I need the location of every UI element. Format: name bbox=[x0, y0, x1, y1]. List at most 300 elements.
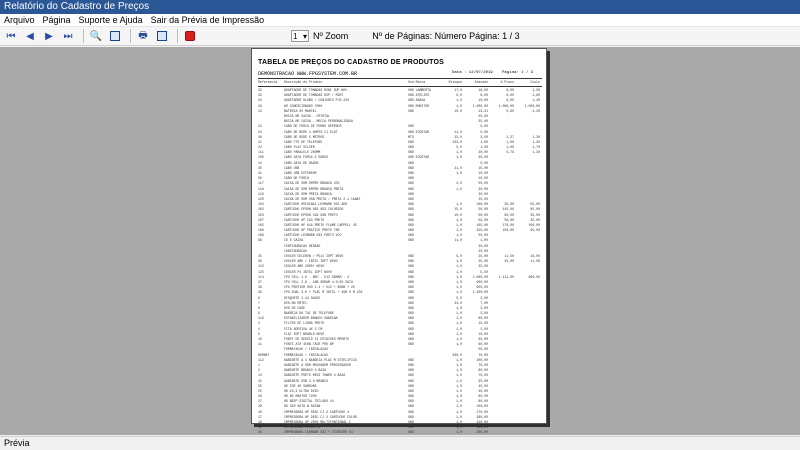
cell-estoque: 1,0 bbox=[456, 394, 462, 399]
cell-marca: UND bbox=[408, 171, 414, 175]
cell-desc: DVD-RW EMTEC bbox=[284, 300, 307, 305]
cell-marca: UND bbox=[408, 264, 414, 269]
cell-atacado: 5,50 bbox=[480, 269, 488, 274]
cell-code: 15 bbox=[258, 378, 262, 383]
window-title: Relatório do Cadastro de Preços bbox=[0, 0, 800, 14]
cell-marca: UND bbox=[408, 202, 414, 207]
cell-code: 102 bbox=[258, 207, 264, 212]
cell-desc: CABO SATA FORCA E DADOS bbox=[284, 155, 328, 160]
cell-aprazo: 6,00 bbox=[506, 93, 514, 98]
cell-atacado: 30,00 bbox=[478, 155, 488, 160]
cell-estoque: 1,0 bbox=[456, 290, 462, 295]
cell-atacado: 10,00 bbox=[478, 331, 488, 336]
export-icon[interactable] bbox=[154, 29, 170, 44]
cell-marca: UND bbox=[408, 196, 414, 201]
cell-code: 12 bbox=[258, 160, 262, 165]
cell-desc: COOLER CELERON / P511 IDPT NOVO bbox=[284, 254, 344, 258]
cell-atacado: 13,31 bbox=[478, 108, 488, 113]
cell-desc: CARTUCHO LEXMARK 033 PRETO VCO bbox=[284, 233, 342, 238]
menu-arquivo[interactable]: Arquivo bbox=[4, 15, 35, 25]
cell-code: 27 bbox=[258, 399, 262, 404]
cell-atacado: 20,00 bbox=[478, 186, 488, 191]
cell-desc: CPU CELL 1.6 - NEO - 512 SDRAM - 4 bbox=[284, 274, 350, 279]
cell-marca: UND bbox=[408, 222, 414, 227]
cell-desc: ADAPTADOR DE TOMADAS MINI DUP.NOV bbox=[284, 88, 348, 92]
cell-atacado: 1,30 bbox=[480, 145, 488, 150]
zoom-magnifier-icon[interactable]: 🔍 bbox=[89, 30, 103, 42]
cell-code: 6 bbox=[258, 295, 260, 300]
cell-marca: UND bbox=[408, 285, 414, 290]
cell-code: 103 bbox=[258, 212, 264, 217]
cell-marca: UND bbox=[408, 337, 414, 341]
cell-atacado: 25,00 bbox=[478, 196, 488, 201]
cell-marca: UND ARAVA bbox=[408, 98, 426, 103]
cell-atacado: 106,00 bbox=[476, 202, 488, 207]
cell-estoque: 103,0 bbox=[452, 139, 462, 144]
cell-estoque: 23,0 bbox=[454, 300, 462, 305]
cell-desc: BANDEJA DA TAC DE TELEFONE bbox=[284, 311, 334, 316]
cell-estoque: 300,0 bbox=[452, 352, 462, 357]
cell-aprazo: 145,00 bbox=[502, 207, 514, 212]
report-title: TABELA DE PREÇOS DO CADASTRO DE PRODUTOS bbox=[258, 59, 444, 66]
previous-page-icon[interactable]: ◀ bbox=[26, 30, 34, 42]
cell-estoque: 1,0 bbox=[456, 378, 462, 383]
cell-atacado: 50,00 bbox=[478, 207, 488, 212]
first-page-icon[interactable]: ⏮ bbox=[6, 30, 16, 42]
cell-atacado: 55,00 bbox=[478, 233, 488, 238]
cell-marca: UND bbox=[408, 124, 414, 129]
cell-atacado: 200,00 bbox=[476, 357, 488, 362]
cell-code: 14 bbox=[258, 373, 262, 378]
cell-atacado: 950,00 bbox=[476, 285, 488, 290]
cell-code: 125 bbox=[258, 269, 264, 274]
cell-custo: 100,00 bbox=[528, 222, 540, 227]
cell-desc: BOCCA NR CAIXA - CRYSTAL bbox=[284, 113, 330, 118]
cell-atacado: 50,00 bbox=[478, 212, 488, 217]
cell-desc: DVD DE CASE bbox=[284, 305, 306, 310]
cell-estoque: 5,0 bbox=[456, 93, 462, 98]
col-atacado-header: Atacado bbox=[474, 80, 488, 84]
cell-marca: UND bbox=[408, 233, 414, 238]
cell-estoque: 5,0 bbox=[456, 145, 462, 150]
cell-desc: HD 80 MAXTOR 7200 bbox=[284, 394, 317, 399]
cell-aprazo: 6,00 bbox=[506, 98, 514, 103]
cell-atacado: 10,00 bbox=[478, 98, 488, 103]
cell-estoque: 1,0 bbox=[456, 430, 462, 435]
cell-code: 35 bbox=[258, 254, 262, 258]
cell-aprazo: 1,37 bbox=[506, 134, 514, 139]
cell-atacado: 380,00 bbox=[476, 414, 488, 419]
cell-atacado: 3,00 bbox=[480, 295, 488, 300]
cell-custo: 95,00 bbox=[530, 228, 540, 233]
cell-aprazo: 156,00 bbox=[502, 228, 514, 233]
cell-desc: HD 10,2 ULTRA DVID bbox=[284, 388, 319, 393]
cell-marca: UND bbox=[408, 228, 414, 233]
cell-desc: CABO PARALELO 2X0MM bbox=[284, 150, 321, 155]
cell-custo: 1,30 bbox=[532, 139, 540, 144]
cell-code: 98 bbox=[258, 238, 262, 243]
cell-code: 105 bbox=[258, 222, 264, 227]
cell-estoque: 1,0 bbox=[456, 233, 462, 238]
col-desc-header: Descrição do Produto bbox=[284, 80, 323, 84]
cell-code: 10 bbox=[258, 337, 262, 341]
cell-desc: FLAT IDPT BRANCO NOVO bbox=[284, 331, 325, 336]
cell-marca: UND bbox=[408, 378, 414, 383]
cell-estoque: 1,0 bbox=[456, 305, 462, 310]
cell-code: 28 bbox=[258, 404, 262, 409]
cell-atacado: 25,00 bbox=[478, 259, 488, 264]
cell-marca: UND bbox=[408, 191, 414, 196]
cell-atacado: 70,00 bbox=[478, 362, 488, 367]
cell-aprazo: 60,00 bbox=[504, 212, 514, 217]
cell-marca: UND bbox=[408, 404, 414, 409]
cell-atacado: 3,00 bbox=[480, 311, 488, 316]
cell-atacado: 270,00 bbox=[476, 409, 488, 414]
cell-desc: CABO DE REDE 5 METROS bbox=[284, 134, 325, 139]
cell-desc: CAIXA DE SOM PRETA BRANCA bbox=[284, 191, 332, 196]
cell-marca: UND bbox=[408, 331, 414, 336]
cell-estoque: 1,0 bbox=[456, 274, 462, 279]
cell-estoque: 10,0 bbox=[454, 212, 462, 217]
cell-atacado: 18,00 bbox=[478, 88, 488, 92]
cell-marca: UND bbox=[408, 290, 414, 295]
cell-atacado: 35,00 bbox=[478, 337, 488, 341]
cell-aprazo: 58,00 bbox=[504, 217, 514, 222]
col-marca-header: Und Marca bbox=[408, 80, 426, 84]
cell-estoque: 17,0 bbox=[454, 88, 462, 92]
cell-aprazo: 170,00 bbox=[502, 222, 514, 227]
cell-marca: UND bbox=[408, 108, 414, 113]
cell-desc: ESTABILIZADOR BRANCO SANDINA bbox=[284, 316, 338, 321]
cell-code: 107 bbox=[258, 217, 264, 222]
cell-desc: GABINETE A SEM MOLDAGEM PROCESSADOR bbox=[284, 362, 351, 367]
cell-marca: UND bbox=[408, 409, 414, 414]
cell-marca: UND bbox=[408, 207, 414, 212]
cell-aprazo: 0,90 bbox=[506, 108, 514, 113]
menu-suporte-ajuda[interactable]: Suporte e Ajuda bbox=[78, 15, 143, 25]
cell-estoque: 10,0 bbox=[454, 108, 462, 113]
report-page bbox=[251, 48, 547, 435]
cell-marca: UND bbox=[408, 274, 414, 279]
zoom-select[interactable]: 1 ▾ bbox=[293, 31, 307, 41]
cell-marca: MTS bbox=[408, 134, 414, 139]
cell-code: 34 bbox=[258, 98, 262, 103]
cell-custo: 11,00 bbox=[530, 259, 540, 264]
cell-atacado: 80,00 bbox=[478, 399, 488, 404]
cell-desc: GABINETE PRETO MINI TOWER 4 BAIA bbox=[284, 373, 346, 378]
report-rows bbox=[258, 88, 542, 441]
cell-atacado: 5,00 bbox=[480, 124, 488, 129]
cell-code: 31 bbox=[258, 171, 262, 175]
cell-desc: CABO USB EXTENSOR bbox=[284, 171, 317, 175]
cell-estoque: 1,0 bbox=[456, 285, 462, 290]
cell-estoque: 1,0 bbox=[456, 311, 462, 316]
cell-estoque: 1,0 bbox=[456, 383, 462, 388]
cell-desc: IMPRESSORA EPSON CX bbox=[284, 425, 321, 430]
cell-marca: UND bbox=[408, 430, 414, 435]
cell-desc: GABINETE BRANCO 5 BAIA bbox=[284, 368, 327, 373]
cell-atacado: 50,00 bbox=[478, 181, 488, 186]
cell-desc: COOLER P4 INTEL IDPT NOVO bbox=[284, 269, 332, 274]
cell-code: 19 bbox=[258, 425, 262, 430]
cell-desc: CONFIGURACAO bbox=[284, 248, 307, 253]
cell-desc: BATERIA 9V MARCEL bbox=[284, 108, 317, 113]
cell-estoque: 11,0 bbox=[454, 129, 462, 134]
cell-marca: UND bbox=[408, 316, 414, 321]
cell-code: 39 bbox=[258, 290, 262, 295]
cell-marca: UND ATELIER bbox=[408, 93, 430, 98]
cell-code: 26 bbox=[258, 394, 262, 399]
cell-marca: UND bbox=[408, 295, 414, 300]
report-divider bbox=[258, 78, 542, 79]
cell-atacado: 8,00 bbox=[480, 93, 488, 98]
cell-desc: CARTUCHO EPSON C93 93N PRETO bbox=[284, 212, 338, 217]
cell-code: 117 bbox=[258, 181, 264, 186]
cell-estoque: 1,0 bbox=[456, 337, 462, 341]
cell-marca: UND bbox=[408, 311, 414, 316]
cell-desc: CABO DE FORCA bbox=[284, 176, 309, 181]
cell-aprazo: 1.000,00 bbox=[498, 103, 514, 108]
cell-desc: CABO TTS DE TELEFONE bbox=[284, 139, 323, 144]
cell-desc: FORMATACAO / INSTALACAO bbox=[284, 347, 328, 352]
cell-estoque: 11,0 bbox=[454, 238, 462, 243]
cell-code: 50 bbox=[258, 176, 262, 181]
report-divider bbox=[258, 86, 542, 87]
cell-estoque: 1,0 bbox=[456, 259, 462, 264]
cell-code: 5 bbox=[258, 331, 260, 336]
cell-estoque: 1,0 bbox=[456, 414, 462, 419]
cell-custo: 18,00 bbox=[530, 254, 540, 258]
cell-marca: UND bbox=[408, 176, 414, 181]
cell-estoque: 21,0 bbox=[454, 165, 462, 170]
cell-atacado: 15,00 bbox=[478, 321, 488, 326]
cell-atacado: 15,00 bbox=[478, 165, 488, 170]
cell-desc: IMPRESSORA HP 2050 MULTIFUNCIONAL C bbox=[284, 420, 351, 424]
cell-atacado: 100,00 bbox=[476, 404, 488, 409]
cell-desc: BOCCA NR CAIXA - MOCCA PERSONALISADA bbox=[284, 119, 353, 124]
next-page-icon[interactable]: ▶ bbox=[45, 30, 53, 42]
cell-code: 29 bbox=[258, 103, 262, 108]
cell-marca: UND bbox=[408, 160, 414, 165]
cell-estoque: 1,0 bbox=[456, 150, 462, 155]
cell-marca: UND bbox=[408, 362, 414, 367]
cell-atacado: 310,00 bbox=[476, 420, 488, 424]
menu-pagina[interactable]: Página bbox=[42, 15, 71, 25]
cell-atacado: 900,00 bbox=[476, 279, 488, 284]
cell-estoque: 1,0 bbox=[456, 279, 462, 284]
cell-marca: UND bbox=[408, 388, 414, 393]
cell-estoque: 1,0 bbox=[456, 420, 462, 424]
cell-desc: CABO DE REDE 1.80MTS CJ ELAT bbox=[284, 129, 338, 134]
cell-aprazo: 25,00 bbox=[504, 259, 514, 264]
cell-atacado: 20,00 bbox=[478, 243, 488, 248]
cell-marca: UND MONITOR bbox=[408, 103, 430, 108]
cell-desc: IMPRESSORA HP DESC CJ 2 CARTUCHO COLOR bbox=[284, 414, 357, 419]
cell-desc: CPU DUAL 3.0 + PLAC M INTEL + 4GB H M 232 bbox=[284, 290, 363, 295]
cell-code: 120 bbox=[258, 196, 264, 201]
cell-marca: UND bbox=[408, 383, 414, 388]
cell-custo: 1,40 bbox=[532, 98, 540, 103]
cell-code: 118 bbox=[258, 186, 264, 191]
cell-marca: UND bbox=[408, 420, 414, 424]
cell-code: 55 bbox=[258, 383, 262, 388]
cell-desc: FILTRO DE LINHA PRETO bbox=[284, 321, 325, 326]
cell-atacado: 3,50 bbox=[480, 134, 488, 139]
cell-desc: CARTUCHO HP 816 PRETO FLAME CAPPELL 45 bbox=[284, 222, 357, 227]
cell-desc: HD BEEP DIGITAL TECLADO 44 bbox=[284, 399, 334, 404]
cell-estoque: 1,0 bbox=[456, 331, 462, 336]
cell-desc: HD 320 SATA W SATAN bbox=[284, 404, 321, 409]
cell-aprazo: 35,00 bbox=[504, 202, 514, 207]
cell-estoque: 1,0 bbox=[456, 264, 462, 269]
cell-code: 4 bbox=[258, 326, 260, 331]
menu-bar bbox=[0, 14, 800, 27]
report-company: DEMONSTRACAO WWW.FPGSYSTEM.COM.BR bbox=[258, 71, 358, 77]
last-page-icon[interactable]: ⏭ bbox=[63, 30, 73, 42]
cell-marca: UND bbox=[408, 212, 414, 217]
report-date: Data : 12/07/2019 bbox=[452, 71, 493, 75]
cell-desc: COOLER AMD 2000+ NOVO bbox=[284, 264, 325, 269]
cell-custo: 35,00 bbox=[530, 212, 540, 217]
cell-desc: FORMATACAO / INSTALACAO bbox=[284, 352, 328, 357]
cell-desc: CPU CELL 2.6 - 1GB SDRAM 4.0/20 SATA bbox=[284, 279, 353, 284]
cell-marca: UND bbox=[408, 342, 414, 347]
cell-estoque: 1,0 bbox=[456, 342, 462, 347]
cell-custo: 1,70 bbox=[532, 145, 540, 150]
print-icon[interactable]: 🖶 bbox=[138, 29, 148, 41]
cell-code: 22 bbox=[258, 145, 262, 150]
cell-marca: UND bbox=[408, 368, 414, 373]
cell-estoque: 1,0 bbox=[456, 269, 462, 274]
cell-marca: UND bbox=[408, 394, 414, 399]
cell-code: 16 bbox=[258, 409, 262, 414]
cell-estoque: 15,0 bbox=[454, 207, 462, 212]
cell-desc: HD IDE 40 SAMSUNG bbox=[284, 383, 317, 388]
cell-atacado: 1,00 bbox=[480, 238, 488, 243]
cell-code: 24 bbox=[258, 129, 262, 134]
cell-desc: CAIXA DE SOM EMPER BRANCA 2CH bbox=[284, 181, 340, 186]
cell-estoque: 1,0 bbox=[456, 155, 462, 160]
cell-estoque: 1,0 bbox=[456, 186, 462, 191]
preview-area[interactable] bbox=[0, 47, 800, 435]
cell-marca: UND bbox=[408, 326, 414, 331]
toolbar-separator bbox=[83, 29, 84, 43]
cell-estoque: 1,0 bbox=[456, 399, 462, 404]
cell-atacado: 59,00 bbox=[478, 217, 488, 222]
cell-estoque: 1,0 bbox=[456, 103, 462, 108]
cell-marca: UND bbox=[408, 357, 414, 362]
page-view-icon[interactable] bbox=[107, 29, 123, 44]
cell-estoque: 1,0 bbox=[456, 222, 462, 227]
cell-marca: UND bbox=[408, 414, 414, 419]
cell-desc: CABO SATA DE DADOS bbox=[284, 160, 319, 165]
cell-desc: FONTE DE SERVID II ESTACOES MPORTO bbox=[284, 337, 350, 341]
cell-custo: 1,30 bbox=[532, 150, 540, 155]
cell-estoque: 1,0 bbox=[456, 404, 462, 409]
cell-aprazo: 1.111,00 bbox=[498, 274, 514, 279]
cell-estoque: 1,0 bbox=[456, 316, 462, 321]
cell-estoque: 1,0 bbox=[456, 98, 462, 103]
cell-atacado: 350,00 bbox=[476, 425, 488, 430]
cell-marca: UND bbox=[408, 150, 414, 155]
cell-desc: AR CONDICIONADO 7000 bbox=[284, 103, 323, 108]
cell-desc: FONTE ATX 450W TACR PRO WP bbox=[284, 342, 334, 347]
cell-estoque: 1,0 bbox=[456, 202, 462, 207]
cell-aprazo: 6,00 bbox=[506, 88, 514, 92]
cell-atacado: 5,00 bbox=[480, 129, 488, 134]
cell-atacado: 20,00 bbox=[478, 191, 488, 196]
menu-sair-previa[interactable]: Sair da Prévia de Impressão bbox=[150, 15, 265, 25]
cell-atacado: 5,00 bbox=[480, 160, 488, 165]
cell-code: 36 bbox=[258, 259, 262, 264]
cell-code: 21 bbox=[258, 139, 262, 144]
cell-code: 33 bbox=[258, 93, 262, 98]
cell-desc: CD E CAIXA bbox=[284, 238, 304, 243]
cell-desc: IMPRESSORA LEXMARK X22 + TINTEIRO 51 bbox=[284, 430, 353, 435]
cell-atacado: 300,00 bbox=[476, 430, 488, 435]
cell-estoque: 1,0 bbox=[456, 368, 462, 373]
cell-code: NORMAT bbox=[258, 352, 270, 357]
cell-code: 3 bbox=[258, 321, 260, 326]
cell-code: 104 bbox=[258, 202, 264, 207]
cell-code: 18 bbox=[258, 420, 262, 424]
cell-atacado: 25,00 bbox=[478, 254, 488, 258]
cell-desc: ADAPTADOR DE TOMADAS DUP / MINT bbox=[284, 93, 344, 98]
cell-custo: 4,30 bbox=[532, 108, 540, 113]
cell-marca: UND bbox=[408, 254, 414, 258]
page-count-label: Nº de Páginas: Número Página: 1 / 3 bbox=[372, 31, 520, 41]
cell-atacado: 80,00 bbox=[478, 368, 488, 373]
cell-code: 32 bbox=[258, 88, 262, 92]
cell-code: 38 bbox=[258, 285, 262, 290]
cell-code: 2 bbox=[258, 368, 260, 373]
cell-atacado: 7,00 bbox=[480, 300, 488, 305]
cell-marca: UND bbox=[408, 321, 414, 326]
cell-atacado: 3,00 bbox=[480, 305, 488, 310]
cell-desc: GABINETE A 4 BANDEJA PLAC M ESTELIFICA bbox=[284, 357, 357, 362]
report-page-number: Página: 1 / 3 bbox=[502, 71, 534, 75]
cell-atacado: 20,00 bbox=[478, 248, 488, 253]
cell-atacado: 60,00 bbox=[478, 342, 488, 347]
cell-code: 9 bbox=[258, 311, 260, 316]
pdf-icon[interactable] bbox=[182, 29, 198, 44]
cell-code: 20 bbox=[258, 430, 262, 435]
cell-desc: COOLER AMD / INTEL IDPT NOVO bbox=[284, 259, 338, 264]
cell-code: 114 bbox=[258, 274, 264, 279]
cell-atacado: 105,00 bbox=[476, 222, 488, 227]
cell-desc: CARTUCHO HP PRATICO PRETO 75B bbox=[284, 228, 340, 233]
cell-custo: 85,00 bbox=[530, 207, 540, 212]
cell-atacado: 20,00 bbox=[478, 150, 488, 155]
cell-estoque: 22,0 bbox=[454, 134, 462, 139]
cell-code: 1 bbox=[258, 362, 260, 367]
cell-marca: UND bbox=[408, 425, 414, 430]
cell-atacado: 1.200,00 bbox=[472, 290, 488, 295]
col-estoque-header: Estoque bbox=[448, 80, 462, 84]
cell-desc: ADAPTADOR GLOBO / CONJUNTO P/B 220 bbox=[284, 98, 350, 103]
cell-atacado: 25,00 bbox=[478, 119, 488, 124]
cell-atacado: 80,00 bbox=[478, 394, 488, 399]
cell-desc: CONFIGURACAO REDEAO bbox=[284, 243, 321, 248]
cell-desc: CAIXA DE SOM EMPER BRANCA PRETA bbox=[284, 186, 344, 191]
cell-custo: 1,30 bbox=[532, 134, 540, 139]
cell-estoque: 1,0 bbox=[456, 373, 462, 378]
cell-desc: GABINETE USB 2.0 BRANCO bbox=[284, 378, 328, 383]
col-aprazo-header: A Prazo bbox=[500, 80, 514, 84]
cell-atacado: 95,00 bbox=[478, 378, 488, 383]
cell-atacado: 155,00 bbox=[476, 228, 488, 233]
cell-marca: UND bbox=[408, 145, 414, 150]
